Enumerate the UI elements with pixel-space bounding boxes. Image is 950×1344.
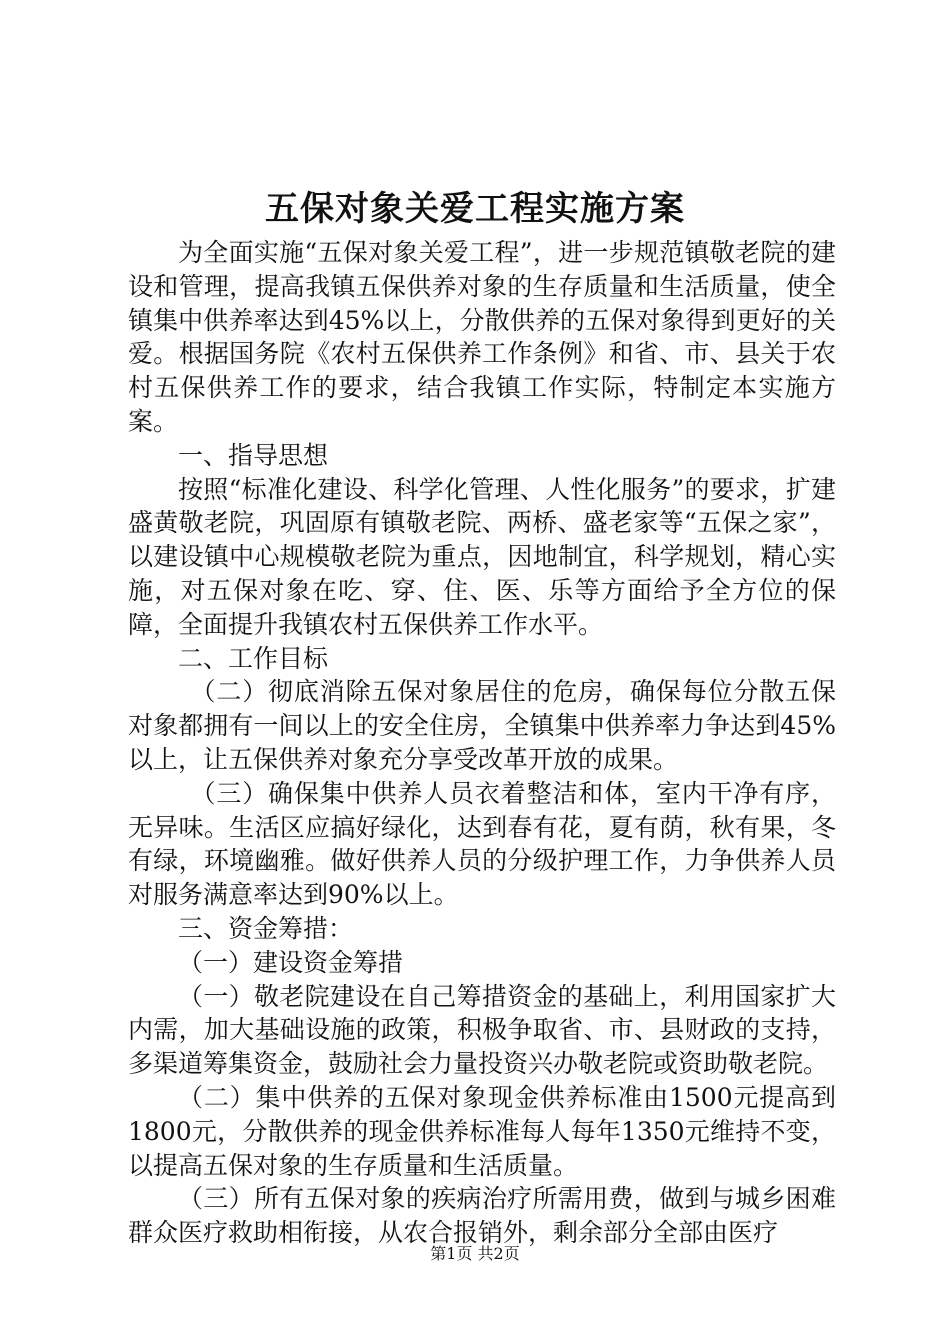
paragraph-intro: 为全面实施“五保对象关爱工程”，进一步规范镇敬老院的建设和管理，提高我镇五保供养对象的生存质量和生活质量，使全镇集中供养率达到45%以上，分散供养的五保对象得到更好的关爱。根据国务院《农村五保供养工作条例》和省、市、县关于农村五保供养工作的要求，结合我镇工作实际，特制定本实施方案。 xyxy=(128,238,836,436)
paragraph-goal-3: （三）确保集中供养人员衣着整洁和体，室内干净有序，无异味。生活区应搞好绿化，达到春有花，夏有荫，秋有果，冬有绿，环境幽雅。做好供养人员的分级护理工作，力争供养人员对服务满意率达到90%以上。 xyxy=(128,778,836,910)
paragraph-goal-2: （二）彻底消除五保对象居住的危房，确保每位分散五保对象都拥有一间以上的安全住房，全镇集中供养率力争达到45%以上，让五保供养对象充分享受改革开放的成果。 xyxy=(128,677,836,774)
section-heading-work-goals: 二、工作目标 xyxy=(178,643,329,673)
document-body xyxy=(128,236,836,1250)
section-heading-funding: 三、资金筹措： xyxy=(178,913,354,943)
paragraph-funding-3: （三）所有五保对象的疾病治疗所需用费，做到与城乡困难群众医疗救助相衔接，从农合报销外，剩余部分全部由医疗 xyxy=(128,1184,836,1248)
paragraph-funding-1: （一）敬老院建设在自己筹措资金的基础上，利用国家扩大内需，加大基础设施的政策，积极争取省、市、县财政的支持，多渠道筹集资金，鼓励社会力量投资兴办敬老院或资助敬老院。 xyxy=(128,981,836,1079)
paragraph-funding-2: （二）集中供养的五保对象现金供养标准由1500元提高到1800元，分散供养的现金供养标准每人每年1350元维持不变，以提高五保对象的生存质量和生活质量。 xyxy=(128,1082,836,1180)
page-footer: 第1页 共2页 xyxy=(430,1244,520,1263)
section-heading-guiding-thought: 一、指导思想 xyxy=(178,440,329,470)
document-title: 五保对象关爱工程实施方案 xyxy=(265,189,685,229)
paragraph-guiding-thought: 按照“标准化建设、科学化管理、人性化服务”的要求，扩建盛黄敬老院，巩固原有镇敬老院、两桥、盛老家等“五保之家”，以建设镇中心规模敬老院为重点，因地制宜，科学规划，精心实施，对五保对象在吃、穿、住、医、乐等方面给予全方位的保障，全面提升我镇农村五保供养工作水平。 xyxy=(128,474,836,639)
subheading-construction-funding: （一）建设资金筹措 xyxy=(178,947,404,977)
